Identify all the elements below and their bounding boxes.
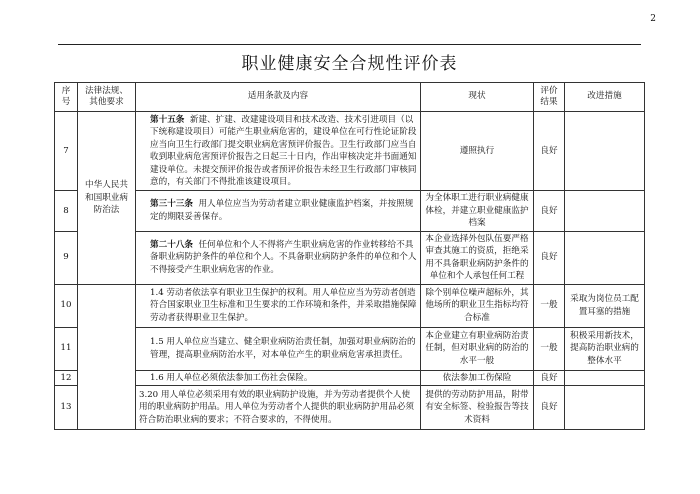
row-result: 良好 bbox=[534, 370, 565, 386]
header-law: 法律法规、其他要求 bbox=[78, 83, 136, 112]
clause-text: 任何单位和个人不得将产生职业病危害的作业转移给不具备职业病防护条件的单位和个人。不具备职业病防护条件的单位和个人不得接受产生职业病危害的作业。 bbox=[150, 239, 417, 275]
table-row bbox=[55, 231, 645, 284]
row-result: 良好 bbox=[534, 386, 565, 430]
header-clause: 适用条款及内容 bbox=[136, 83, 421, 112]
table-row bbox=[55, 327, 645, 370]
row-improve bbox=[565, 370, 645, 386]
row-status: 本企业选择外包队伍要严格审查其施工的资质，拒绝采用不具备职业病防护条件的单位和个人承包任何工程 bbox=[421, 231, 534, 284]
clause-article: 第十五条 bbox=[150, 114, 185, 125]
row-clause: 3.20 用人单位必须采用有效的职业病防护设施，并为劳动者提供个人使用的职业病防护用品。用人单位为劳动者个人提供的职业病防护用品必须符合防治职业病的要求；不符合要求的，不得使用。 bbox=[136, 386, 421, 430]
row-result: 一般 bbox=[534, 327, 565, 370]
table-row bbox=[55, 370, 645, 386]
row-clause: 1.6 用人单位必须依法参加工伤社会保险。 bbox=[136, 370, 421, 386]
law-name: 中华人民共和国职业病防治法 bbox=[78, 112, 136, 285]
row-result: 良好 bbox=[534, 112, 565, 191]
row-result: 良好 bbox=[534, 191, 565, 232]
header-improve: 改进措施 bbox=[565, 83, 645, 112]
row-clause: 1.4 劳动者依法享有职业卫生保护的权利。用人单位应当为劳动者创造符合国家职业卫生标准和卫生要求的工作环境和条件，并采取措施保障劳动者获得职业卫生保护。 bbox=[136, 284, 421, 327]
row-status: 提供的劳动防护用品，附带有安全标签、检验报告等技术资料 bbox=[421, 386, 534, 430]
row-seq: 13 bbox=[55, 386, 78, 430]
law-name-continued bbox=[78, 284, 136, 430]
row-improve: 采取为岗位员工配置耳塞的措施 bbox=[565, 284, 645, 327]
row-seq: 7 bbox=[55, 112, 78, 191]
row-seq: 8 bbox=[55, 191, 78, 232]
row-improve bbox=[565, 191, 645, 232]
header-seq: 序号 bbox=[55, 83, 78, 112]
page-number: 2 bbox=[650, 14, 656, 24]
table-row bbox=[55, 112, 645, 191]
header-result: 评价结果 bbox=[534, 83, 565, 112]
row-clause bbox=[136, 112, 421, 191]
row-seq: 10 bbox=[55, 284, 78, 327]
row-clause bbox=[136, 231, 421, 284]
clause-article: 第二十八条 bbox=[150, 239, 193, 250]
row-seq: 12 bbox=[55, 370, 78, 386]
table-row bbox=[55, 191, 645, 232]
row-result: 一般 bbox=[534, 284, 565, 327]
row-status: 本企业建立有职业病防治责任制，但对职业病的防治的水平一般 bbox=[421, 327, 534, 370]
header-rule bbox=[58, 44, 641, 45]
row-clause bbox=[136, 191, 421, 232]
page-title: 职业健康安全合规性评价表 bbox=[241, 54, 458, 74]
row-clause: 1.5 用人单位应当建立、健全职业病防治责任制，加强对职业病防治的管理，提高职业病防治水平，对本单位产生的职业病危害承担责任。 bbox=[136, 327, 421, 370]
row-status: 除个别单位噪声超标外，其他场所的职业卫生指标均符合标准 bbox=[421, 284, 534, 327]
row-improve bbox=[565, 112, 645, 191]
clause-article: 第三十三条 bbox=[150, 199, 193, 210]
clause-text: 用人单位应当为劳动者建立职业健康监护档案，并按照规定的期限妥善保存。 bbox=[150, 199, 414, 222]
row-status: 遵照执行 bbox=[421, 112, 534, 191]
row-seq: 11 bbox=[55, 327, 78, 370]
clause-text: 新建、扩建、改建建设项目和技术改造、技术引进项目（以下统称建设项目）可能产生职业病危害的，建设单位在可行性论证阶段应当向卫生行政部门提交职业病危害预评价报告。卫生行政部门应当自收到职业病危害预评价报告之日起三十日内，作出审核决定并书面通知建设单位。未提交预评价报告或者预评价报告未经卫生行政部门审核同意的，有关部门不得批准该建设项目。 bbox=[150, 114, 417, 187]
table-row bbox=[55, 284, 645, 327]
row-status: 依法参加工伤保险 bbox=[421, 370, 534, 386]
row-improve: 积极采用新技术，提高防治职业病的整体水平 bbox=[565, 327, 645, 370]
evaluation-table bbox=[54, 82, 645, 430]
row-status: 为全体职工进行职业病健康体检，并建立职业健康监护档案 bbox=[421, 191, 534, 232]
table-row bbox=[55, 386, 645, 430]
row-seq: 9 bbox=[55, 231, 78, 284]
header-status: 现状 bbox=[421, 83, 534, 112]
row-result: 良好 bbox=[534, 231, 565, 284]
row-improve bbox=[565, 231, 645, 284]
row-improve bbox=[565, 386, 645, 430]
